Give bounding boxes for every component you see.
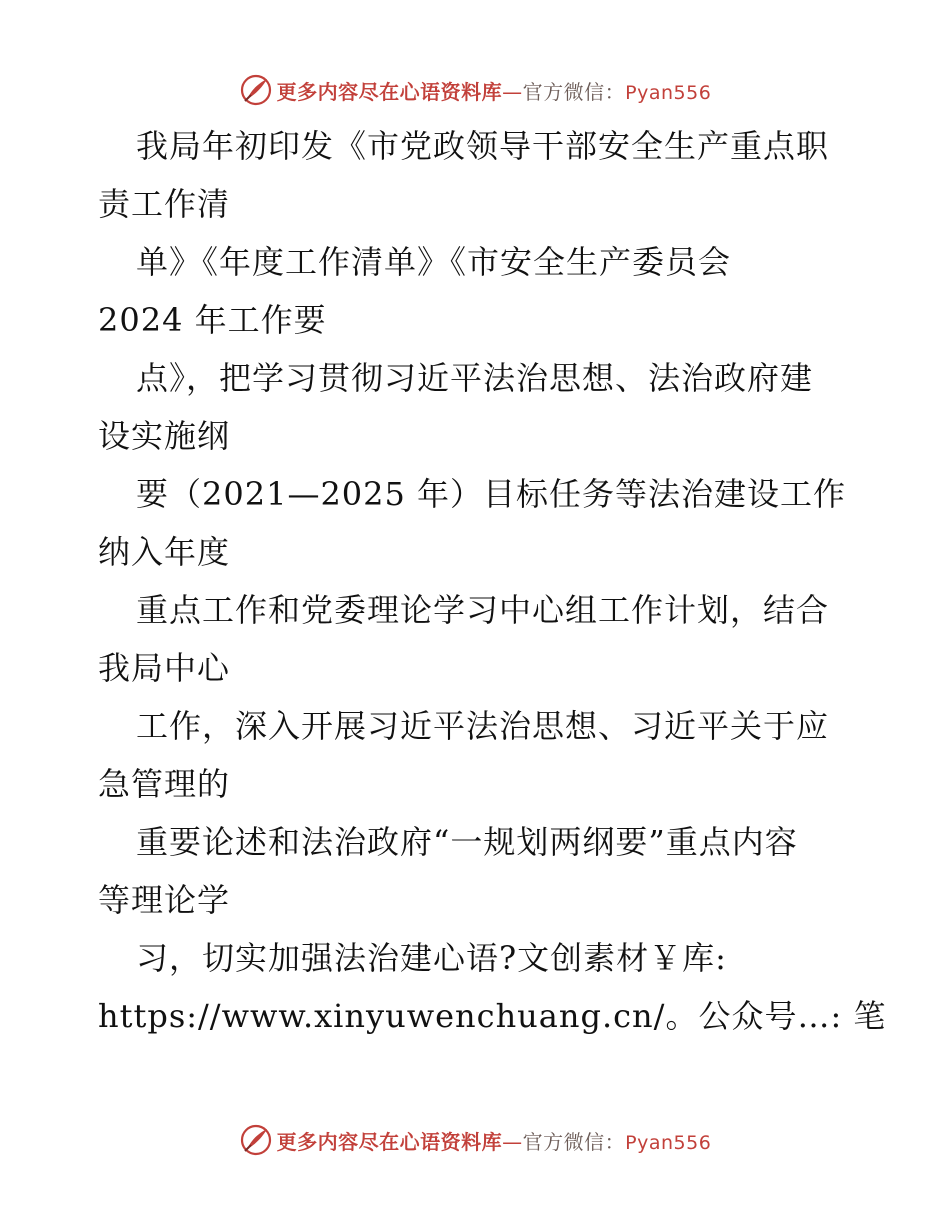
banner-dash: — bbox=[502, 1129, 523, 1154]
text-line: 点》，把学习贯彻习近平法治思想、法治政府建 bbox=[136, 359, 814, 397]
text-line: 纳入年度 bbox=[98, 533, 231, 571]
text-line: 责工作清 bbox=[98, 185, 231, 223]
header-banner bbox=[0, 70, 950, 110]
banner-label: 官方微信： bbox=[522, 79, 626, 104]
text-line: 等理论学 bbox=[98, 881, 231, 919]
banner-main-text: 更多内容尽在心语资料库 bbox=[276, 79, 503, 104]
text-line: https://www.xinyuwenchuang.cn/。公众号…: 笔 bbox=[98, 997, 887, 1035]
text-line: 我局年初印发《市党政领导干部安全生产重点职 bbox=[136, 127, 830, 165]
text-line: 重要论述和法治政府“一规划两纲要”重点内容 bbox=[136, 823, 798, 861]
text-line: 要（2021—2025 年）目标任务等法治建设工作 bbox=[136, 475, 847, 513]
document-body bbox=[98, 117, 887, 1045]
text-line: 单》《年度工作清单》《市安全生产委员会 bbox=[136, 243, 732, 281]
banner-text bbox=[277, 76, 712, 105]
banner-wechat-id: Pyan556 bbox=[625, 81, 712, 104]
text-line: 工作，深入开展习近平法治思想、习近平关于应 bbox=[136, 707, 830, 745]
quill-pen-logo-icon bbox=[239, 1123, 273, 1157]
banner-main-text: 更多内容尽在心语资料库 bbox=[276, 1129, 503, 1154]
banner-label: 官方微信： bbox=[522, 1129, 626, 1154]
text-line: 设实施纲 bbox=[98, 417, 231, 455]
text-line: 习，切实加强法治建心语?文创素材￥库: bbox=[136, 939, 727, 977]
banner-wechat-id: Pyan556 bbox=[625, 1131, 712, 1154]
banner-dash: — bbox=[502, 79, 523, 104]
quill-pen-logo-icon bbox=[239, 73, 273, 107]
text-line: 2024 年工作要 bbox=[98, 301, 327, 339]
text-line: 急管理的 bbox=[98, 765, 231, 803]
text-line: 我局中心 bbox=[98, 649, 231, 687]
banner-text bbox=[277, 1126, 712, 1155]
footer-banner bbox=[0, 1120, 950, 1160]
text-line: 重点工作和党委理论学习中心组工作计划，结合 bbox=[136, 591, 830, 629]
